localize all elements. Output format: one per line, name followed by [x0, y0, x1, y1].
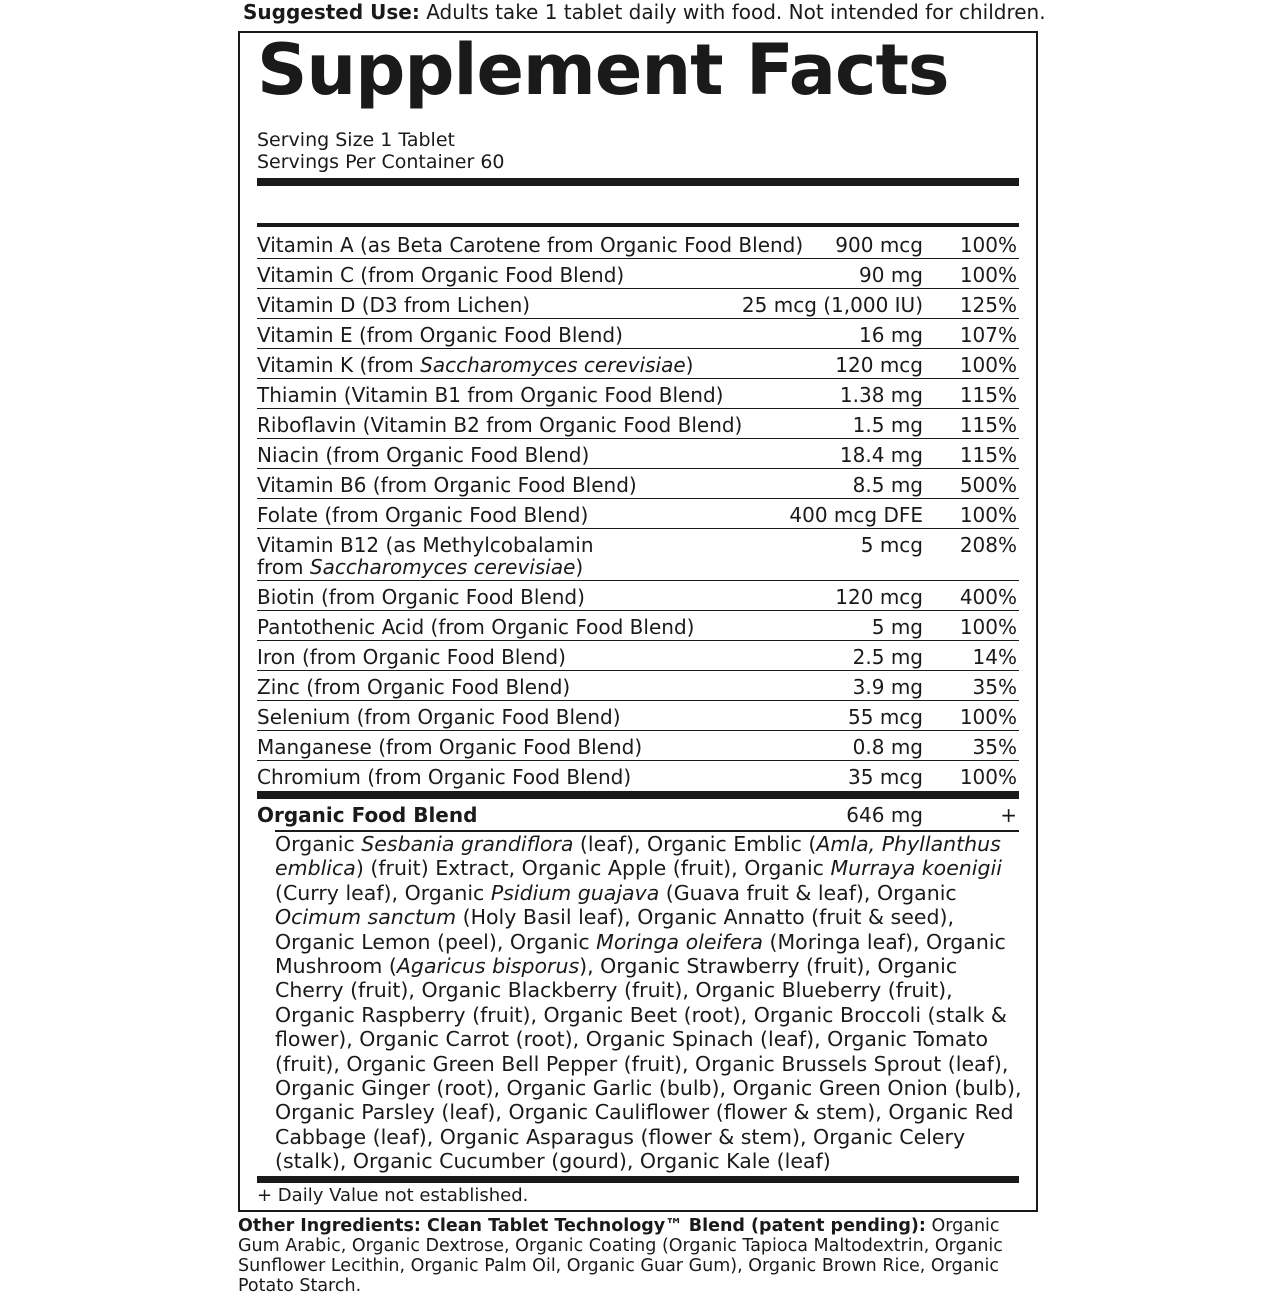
nutrient-row: [257, 761, 1019, 791]
nutrient-amount: 1.38 mg: [839, 383, 923, 407]
nutrient-name: Vitamin B6 (from Organic Food Blend): [257, 473, 637, 497]
nutrient-amount: 18.4 mg: [839, 443, 923, 467]
nutrient-name: Thiamin (Vitamin B1 from Organic Food Blend): [257, 383, 724, 407]
nutrient-amount: 120 mcg: [835, 585, 923, 609]
nutrient-row: [257, 439, 1019, 469]
thick-divider-top: [257, 178, 1019, 186]
nutrient-row: [257, 671, 1019, 701]
nutrient-daily-value: 115%: [959, 413, 1017, 437]
nutrient-row: [257, 259, 1019, 289]
nutrient-daily-value: 100%: [959, 705, 1017, 729]
nutrient-name: Vitamin D (D3 from Lichen): [257, 293, 531, 317]
nutrient-row: [257, 289, 1019, 319]
ingredient-latin-name: Agaricus bisporus: [396, 954, 580, 979]
blend-dv: +: [1000, 803, 1017, 827]
nutrient-name: Vitamin C (from Organic Food Blend): [257, 263, 625, 287]
nutrient-row: [257, 379, 1019, 409]
nutrient-name: Manganese (from Organic Food Blend): [257, 735, 643, 759]
medium-divider: [257, 223, 1019, 227]
nutrient-amount: 0.8 mg: [852, 735, 923, 759]
nutrient-daily-value: 400%: [959, 585, 1017, 609]
blend-amount: 646 mg: [846, 803, 923, 827]
ingredient-text: (Holy Basil leaf), Organic Annatto (fruit & seed), Organic Lemon (peel), Organic: [275, 905, 954, 954]
blend-ingredients: [275, 832, 1024, 1174]
nutrient-daily-value: 14%: [972, 645, 1017, 669]
nutrient-amount: 35 mcg: [848, 765, 923, 789]
nutrient-name: Selenium (from Organic Food Blend): [257, 705, 621, 729]
nutrient-name: Biotin (from Organic Food Blend): [257, 585, 585, 609]
nutrient-name: Folate (from Organic Food Blend): [257, 503, 589, 527]
suggested-use: [243, 0, 1046, 24]
nutrient-amount: 16 mg: [859, 323, 923, 347]
nutrient-daily-value: 100%: [959, 263, 1017, 287]
nutrient-name: Vitamin A (as Beta Carotene from Organic Food Blend): [257, 233, 804, 257]
nutrient-name: Vitamin E (from Organic Food Blend): [257, 323, 623, 347]
nutrient-row: [257, 229, 1019, 259]
nutrient-daily-value: 208%: [959, 533, 1017, 557]
nutrient-amount: 25 mcg (1,000 IU): [741, 293, 923, 317]
suggested-use-text: Adults take 1 tablet daily with food. Not intended for children.: [419, 0, 1046, 24]
nutrient-row: [257, 581, 1019, 611]
nutrient-amount: 55 mcg: [848, 705, 923, 729]
blend-header: [257, 803, 1019, 829]
ingredient-latin-name: Amla, Phyllanthus emblica: [275, 832, 1001, 881]
blend-name: Organic Food Blend: [257, 803, 478, 827]
servings-per-container: Servings Per Container 60: [257, 151, 505, 173]
nutrient-name-part: ): [575, 555, 584, 579]
nutrient-amount: 3.9 mg: [852, 675, 923, 699]
nutrient-name-part: Vitamin K (from: [257, 353, 421, 377]
nutrient-daily-value: 100%: [959, 233, 1017, 257]
suggested-use-label: Suggested Use:: [243, 0, 420, 24]
nutrient-row: [257, 701, 1019, 731]
nutrient-amount: 1.5 mg: [852, 413, 923, 437]
nutrient-name-part: ): [685, 353, 694, 377]
nutrient-amount: 5 mcg: [860, 533, 923, 557]
thick-divider-blend: [257, 791, 1019, 799]
nutrient-daily-value: 500%: [959, 473, 1017, 497]
nutrient-row: [257, 731, 1019, 761]
ingredient-text: (Guava fruit & leaf), Organic: [659, 880, 957, 905]
nutrient-amount: 2.5 mg: [852, 645, 923, 669]
nutrient-name: [257, 354, 693, 376]
ingredient-text: (Curry leaf), Organic: [275, 880, 491, 905]
nutrient-amount: 900 mcg: [835, 233, 923, 257]
ingredient-latin-name: Sesbania grandiflora: [361, 832, 574, 856]
nutrient-daily-value: 125%: [959, 293, 1017, 317]
nutrient-daily-value: 100%: [959, 765, 1017, 789]
nutrient-amount: 90 mg: [859, 263, 923, 287]
nutrient-name: Zinc (from Organic Food Blend): [257, 675, 571, 699]
ingredient-latin-name: Ocimum sanctum: [275, 905, 457, 930]
ingredient-text: ) (fruit) Extract, Organic Apple (fruit), Organic: [355, 856, 831, 881]
nutrient-daily-value: 107%: [959, 323, 1017, 347]
nutrient-row: [257, 641, 1019, 671]
nutrient-daily-value: 100%: [959, 503, 1017, 527]
nutrient-amount: 5 mg: [871, 615, 923, 639]
nutrient-daily-value: 35%: [972, 735, 1017, 759]
supplement-facts-panel: [238, 31, 1038, 1212]
nutrient-daily-value: 100%: [959, 615, 1017, 639]
nutrient-table: [257, 229, 1019, 791]
nutrient-row: [257, 469, 1019, 499]
panel-title: Supplement Facts: [257, 29, 949, 111]
ingredient-text: (leaf), Organic Emblic (: [573, 832, 817, 856]
nutrient-daily-value: 115%: [959, 383, 1017, 407]
other-ingredients-text: Organic Gum Arabic, Organic Dextrose, Organic Coating (Organic Tapioca Maltodextrin, Organic Sunflower Lecithin, Organic Palm Oil, Organic Guar Gum), Organic Brown Rice, Organic Potato Starch.: [238, 1216, 1003, 1296]
nutrient-row: [257, 409, 1019, 439]
nutrient-row: [257, 499, 1019, 529]
nutrient-daily-value: 115%: [959, 443, 1017, 467]
nutrient-row: [257, 529, 1019, 581]
ingredient-text: (Moringa leaf), Organic Mushroom (: [275, 929, 1006, 979]
nutrient-name-line1: Vitamin B12 (as Methylcobalamin: [257, 533, 594, 557]
nutrient-name-italic: Saccharomyces cerevisiae: [420, 353, 686, 377]
nutrient-name: Riboflavin (Vitamin B2 from Organic Food Blend): [257, 413, 743, 437]
footnote: + Daily Value not established.: [257, 1185, 529, 1206]
other-ingredients-label: Other Ingredients: Clean Tablet Technology™ Blend (patent pending):: [238, 1216, 926, 1236]
nutrient-name-italic: Saccharomyces cerevisiae: [309, 555, 576, 579]
ingredient-text: Organic: [275, 832, 362, 856]
nutrient-amount: 8.5 mg: [852, 473, 923, 497]
nutrient-name: [257, 534, 594, 578]
other-ingredients: [238, 1216, 1038, 1296]
nutrient-row: [257, 319, 1019, 349]
nutrient-name: Pantothenic Acid (from Organic Food Blend): [257, 615, 695, 639]
nutrient-row: [257, 611, 1019, 641]
nutrient-name-part: from: [257, 555, 310, 579]
nutrient-amount: 400 mcg DFE: [789, 503, 923, 527]
thick-divider-bottom: [257, 1176, 1019, 1183]
ingredient-latin-name: Psidium guajava: [490, 880, 660, 905]
ingredient-latin-name: Moringa oleifera: [596, 929, 763, 954]
nutrient-name: Iron (from Organic Food Blend): [257, 645, 566, 669]
nutrient-daily-value: 35%: [972, 675, 1017, 699]
nutrient-daily-value: 100%: [959, 353, 1017, 377]
nutrient-amount: 120 mcg: [835, 353, 923, 377]
ingredient-latin-name: Murraya koenigii: [830, 856, 1002, 881]
ingredient-text: ), Organic Strawberry (fruit), Organic Cherry (fruit), Organic Blackberry (fruit), Organic Blueberry (fruit), Organic Raspberry (fruit), Organic Beet (root), Organic Broccoli (stalk & flower), Organic Carrot (root), Organic Spinach (leaf), Organic Tomato (fruit), Organic Green Bell Pepper (fruit), Organic Brussels Sprout (leaf), Organic Ginger (root), Organic Garlic (bulb), Organic Green Onion (bulb), Organic Parsley (leaf), Organic Cauliflower (flower & stem), Organic Red Cabbage (leaf), Organic Asparagus (flower & stem), Organic Celery (stalk), Organic Cucumber (gourd), Organic Kale (leaf): [275, 954, 1022, 1174]
serving-size: Serving Size 1 Tablet: [257, 129, 455, 151]
nutrient-name: Niacin (from Organic Food Blend): [257, 443, 590, 467]
nutrient-row: [257, 349, 1019, 379]
nutrient-name: Chromium (from Organic Food Blend): [257, 765, 632, 789]
